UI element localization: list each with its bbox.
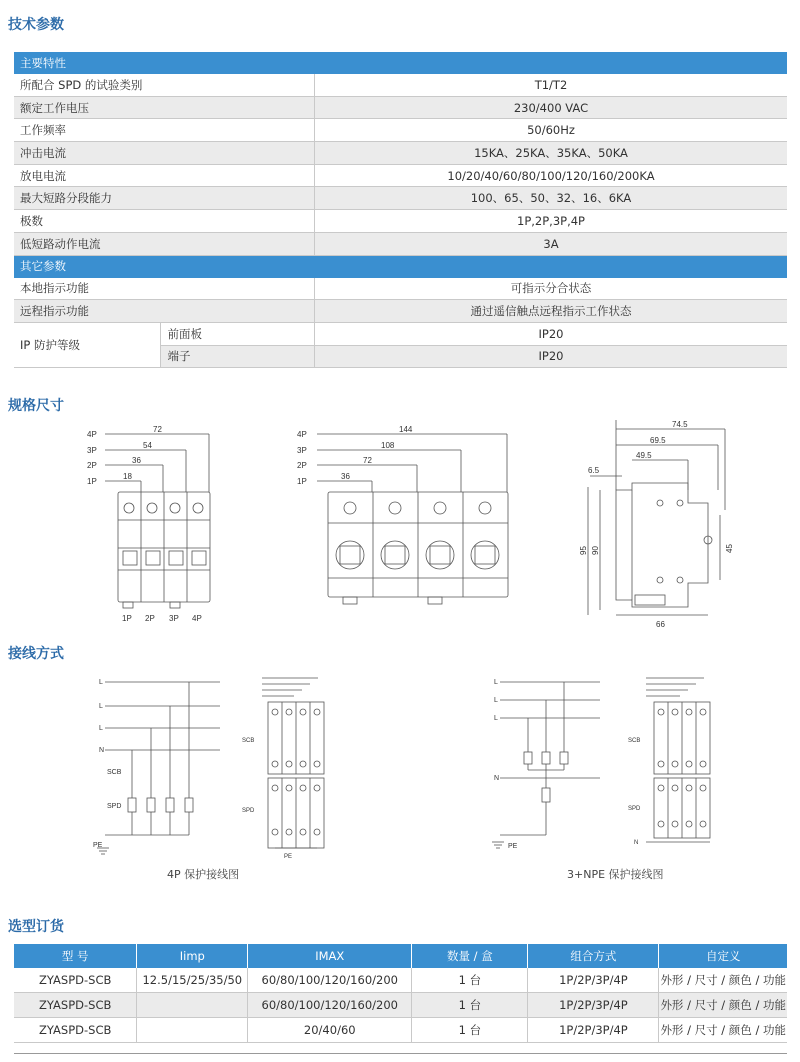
spec-row: 极数 1P,2P,3P,4P [14, 210, 787, 233]
pole-bottom-label: 1P [122, 614, 132, 623]
table-row: ZYASPD-SCB 20/40/60 1 台 1P/2P/3P/4P 外形 / 尺寸 / 颜色 / 功能 [14, 1018, 787, 1043]
line-label: L [99, 679, 103, 686]
dimension-label: 74.5 [672, 420, 688, 429]
spec-row-ip: 端子 IP20 [14, 345, 787, 368]
wiring-diagram-npe [480, 670, 610, 865]
dimension-label: 69.5 [650, 436, 666, 445]
pole-label: 2P [297, 461, 307, 470]
spec-header-other: 其它参数 [14, 255, 787, 277]
table-row: ZYASPD-SCB 12.5/15/25/35/50 60/80/100/120/160/200 1 台 1P/2P/3P/4P 外形 / 尺寸 / 颜色 / 功能 [14, 968, 787, 993]
n-label: N [634, 840, 639, 846]
pole-bottom-label: 4P [192, 614, 202, 623]
line-label: N [494, 775, 500, 782]
dimension-label: 45 [725, 544, 734, 553]
spec-row-ip: IP 防护等级 前面板 IP20 [14, 322, 787, 345]
line-label: L [494, 697, 498, 704]
dimension-label: 54 [143, 441, 152, 450]
wiring-modules-npe [626, 672, 716, 862]
line-label: L [99, 725, 103, 732]
dimension-label: 36 [132, 456, 141, 465]
wiring-modules-4p [240, 672, 330, 862]
scb-label: SCB [628, 738, 641, 744]
pole-label: 3P [87, 446, 97, 455]
bottom-divider [14, 1053, 787, 1054]
pe-label: PE [93, 842, 103, 849]
spec-header-main: 主要特性 [14, 52, 787, 74]
dimension-drawing-side [580, 415, 750, 630]
pe-label: PE [284, 854, 293, 860]
spec-row: 额定工作电压 230/400 VAC [14, 96, 787, 119]
dimension-label: 36 [341, 472, 350, 481]
dimension-label: 108 [381, 441, 395, 450]
pole-label: 1P [297, 477, 307, 486]
pole-label: 3P [297, 446, 307, 455]
spec-row: 所配合 SPD 的试验类别 T1/T2 [14, 74, 787, 97]
spec-row: 冲击电流 15KA、25KA、35KA、50KA [14, 142, 787, 165]
wiring-diagram-4p [85, 670, 235, 865]
dimension-label: 144 [399, 425, 413, 434]
order-header-row [14, 944, 787, 968]
pole-label: 4P [87, 430, 97, 439]
section-title-wiring: 接线方式 [8, 646, 64, 662]
line-label: L [494, 679, 498, 686]
order-col-combo: 组合方式 [528, 944, 659, 968]
dimension-label: 72 [153, 425, 162, 434]
spec-row: 低短路动作电流 3A [14, 232, 787, 255]
spec-row: 放电电流 10/20/40/60/80/100/120/160/200KA [14, 164, 787, 187]
pole-bottom-label: 3P [169, 614, 179, 623]
table-row: ZYASPD-SCB 60/80/100/120/160/200 1 台 1P/2P/3P/4P 外形 / 尺寸 / 颜色 / 功能 [14, 993, 787, 1018]
scb-label: SCB [242, 738, 255, 744]
dimension-label: 49.5 [636, 451, 652, 460]
pole-bottom-label: 2P [145, 614, 155, 623]
pole-label: 2P [87, 461, 97, 470]
dimension-label: 66 [656, 620, 665, 629]
order-col-iimp: Iimp [137, 944, 248, 968]
spec-row: 本地指示功能 可指示分合状态 [14, 277, 787, 300]
scb-label: SCB [107, 769, 122, 776]
spec-row: 工作频率 50/60Hz [14, 119, 787, 142]
section-title-dims: 规格尺寸 [8, 398, 64, 414]
order-table [14, 944, 787, 1043]
order-col-model: 型 号 [14, 944, 137, 968]
section-title-tech: 技术参数 [8, 17, 64, 33]
order-col-qty: 数量 / 盒 [412, 944, 528, 968]
order-col-imax: IMAX [248, 944, 412, 968]
line-label: L [494, 715, 498, 722]
caption-4p: 4P 保护接线图 [167, 868, 240, 881]
dimension-label: 90 [591, 546, 600, 555]
line-label: L [99, 703, 103, 710]
spec-row: 远程指示功能 通过遥信触点远程指示工作状态 [14, 300, 787, 323]
spec-row: 最大短路分段能力 100、65、50、32、16、6KA [14, 187, 787, 210]
dimension-label: 95 [579, 546, 588, 555]
dimension-label: 6.5 [588, 466, 600, 475]
caption-npe: 3+NPE 保护接线图 [567, 868, 664, 881]
spd-label: SPD [628, 806, 641, 812]
dimension-label: 18 [123, 472, 132, 481]
dimension-drawing-wide [295, 420, 515, 615]
section-title-order: 选型订货 [8, 919, 64, 935]
pole-label: 4P [297, 430, 307, 439]
pole-label: 1P [87, 477, 97, 486]
dimension-label: 72 [363, 456, 372, 465]
order-col-custom: 自定义 [659, 944, 787, 968]
spec-table [14, 52, 787, 368]
pe-label: PE [508, 843, 518, 850]
spd-label: SPD [107, 803, 122, 810]
line-label: N [99, 747, 105, 754]
dimension-drawing-compact [85, 420, 235, 625]
spd-label: SPD [242, 808, 255, 814]
